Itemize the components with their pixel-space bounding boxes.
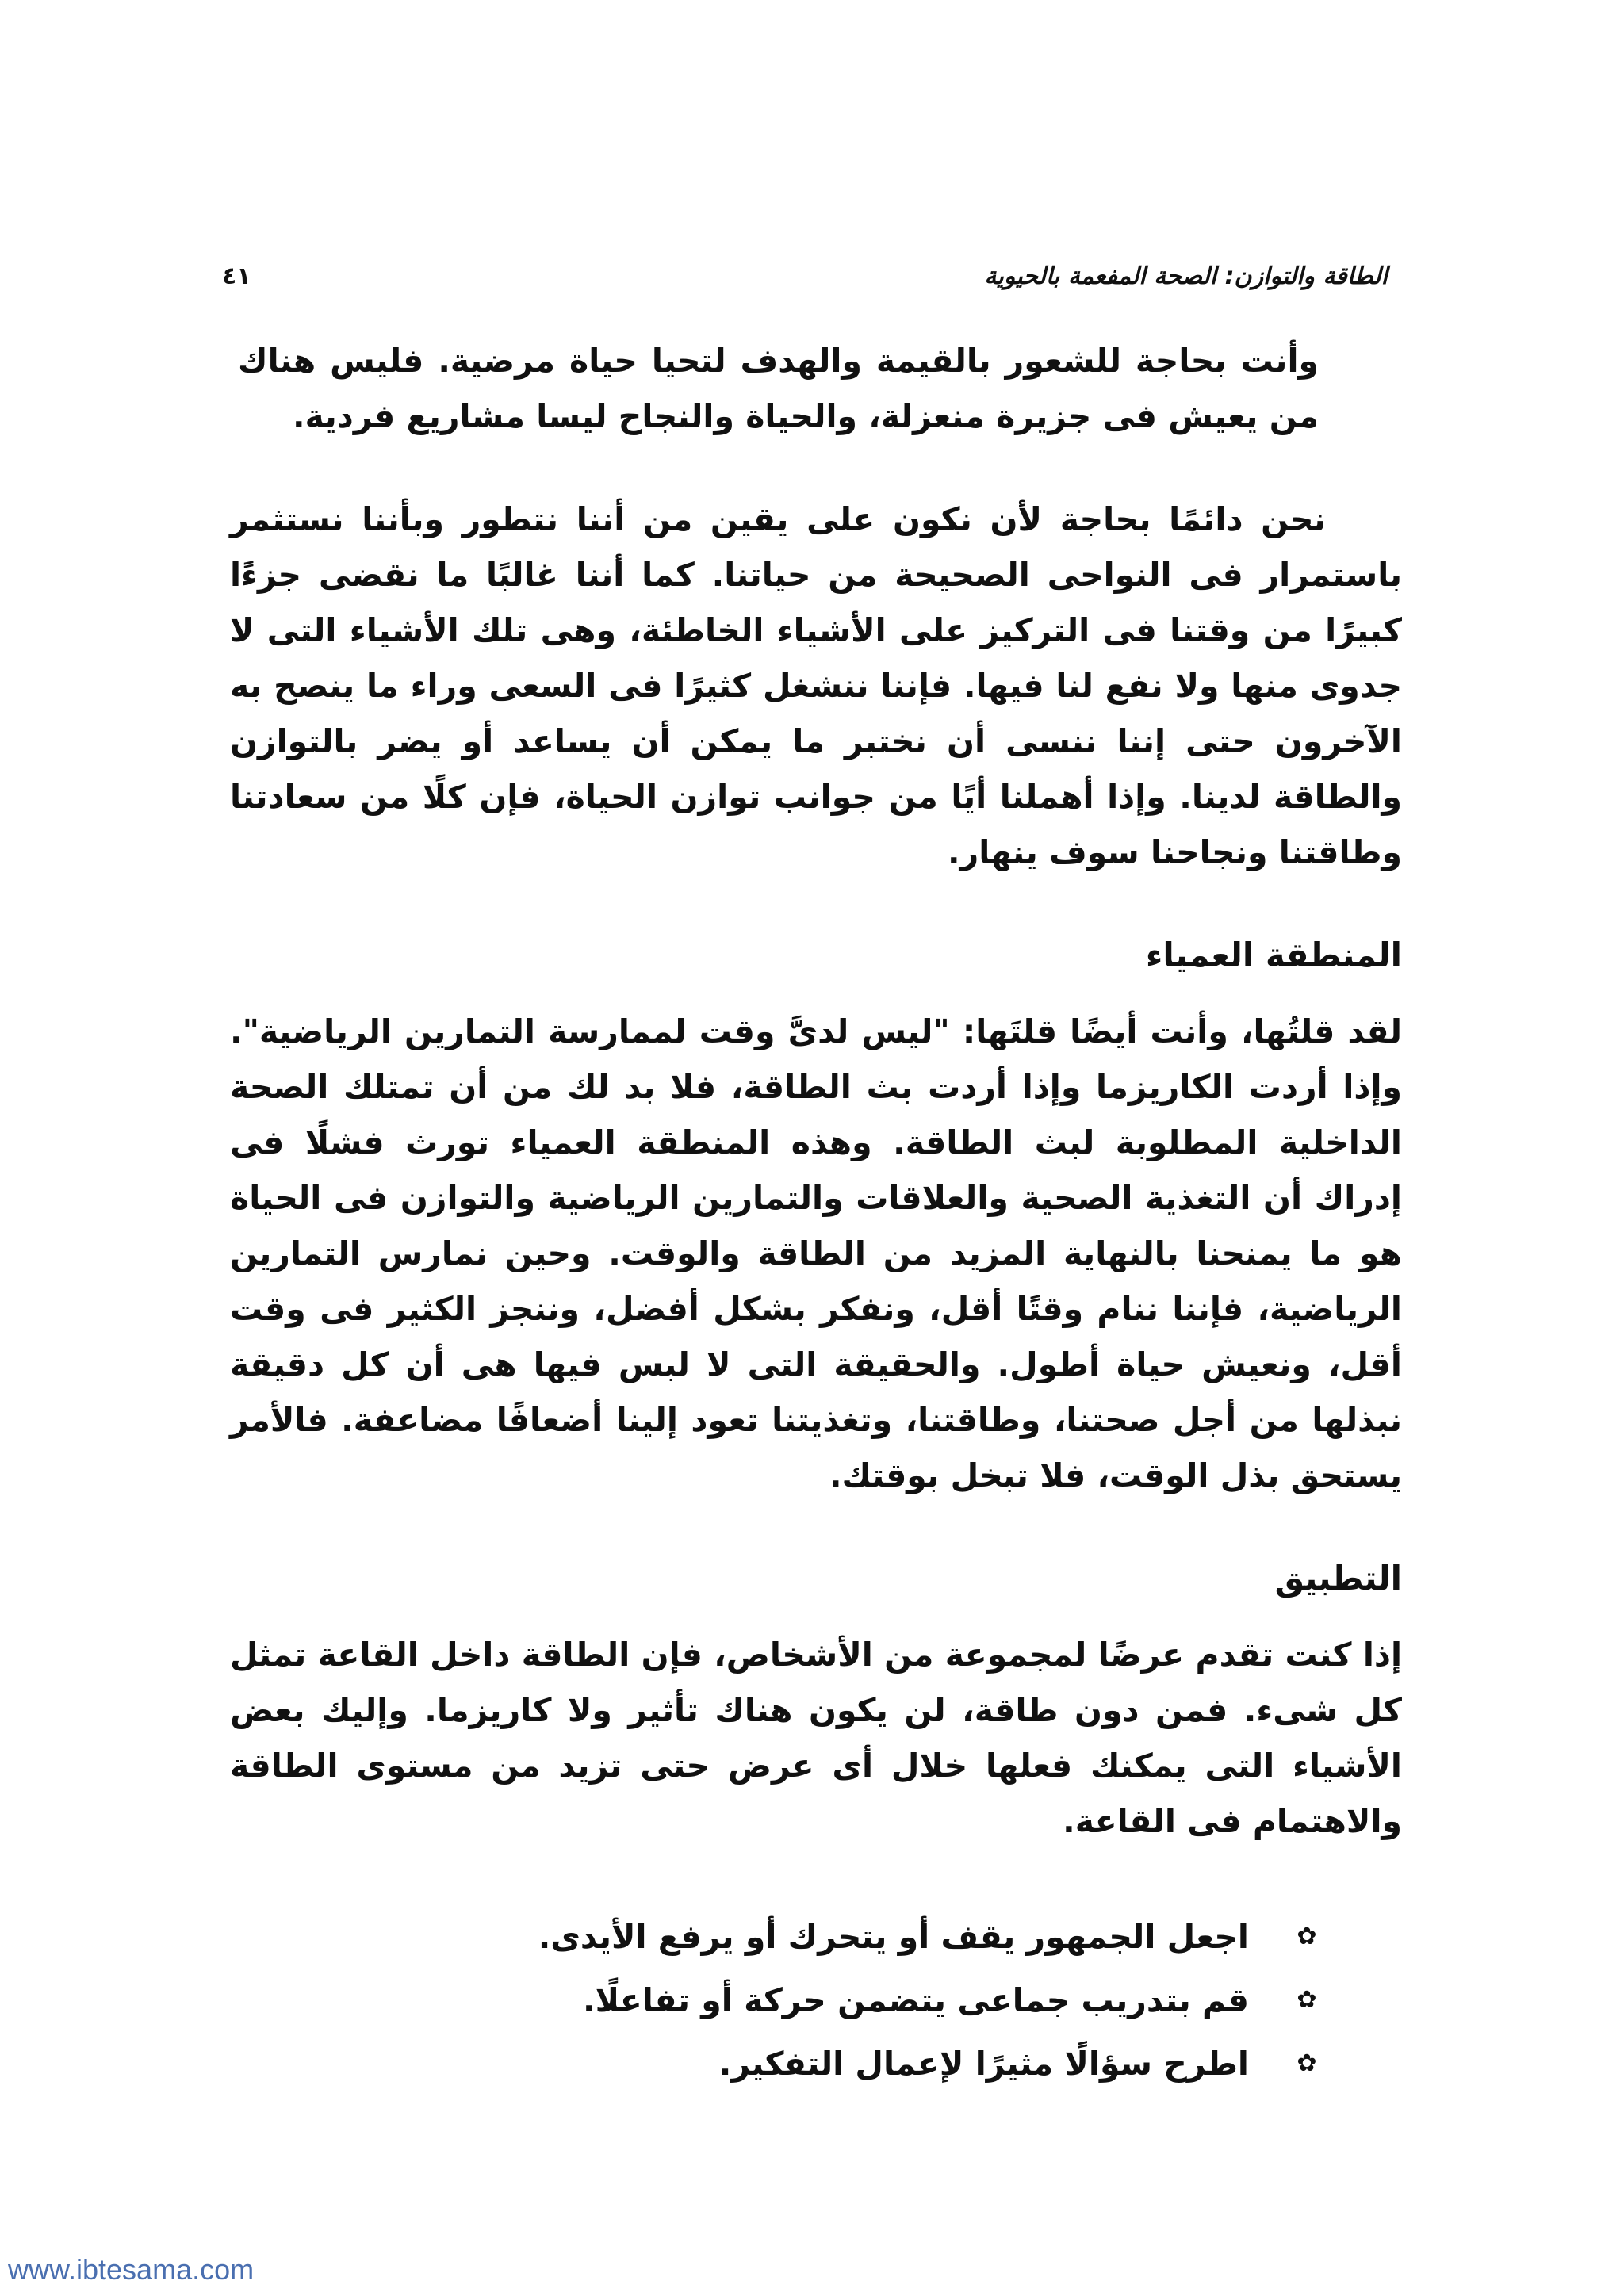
header-title: الطاقة والتوازن: الصحة المفعمة بالحيوية bbox=[984, 262, 1388, 290]
intro-paragraph-2: نحن دائمًا بحاجة لأن نكون على يقين من أننا نتطور وبأننا نستثمر باستمرار فى النواحى الصحيحة من حياتنا. كما أننا غالبًا ما نقضى جزءًا كبيرًا من وقتنا فى التركيز على الأشياء الخاطئة، وهى تلك الأشياء التى لا جدوى منها ولا نفع لنا فيها. فإننا ننشغل كثيرًا فى السعى وراء ما ينصح به الآخرون حتى إننا ننسى أن نختبر ما يمكن أن يساعد أو يضر بالتوازن والطاقة لدينا. وإذا أهملنا أيًا من جوانب توازن الحياة، فإن كلًا من سعادتنا وطاقتنا ونجاحنا سوف ينهار. bbox=[230, 500, 1402, 871]
site-watermark: www.ibtesama.com bbox=[8, 2253, 255, 2286]
list-item-text: قم بتدريب جماعى يتضمن حركة أو تفاعلًا. bbox=[583, 1981, 1249, 2019]
list-item-text: اطرح سؤالًا مثيرًا لإعمال التفكير. bbox=[718, 2045, 1249, 2083]
application-paragraph: إذا كنت تقدم عرضًا لمجموعة من الأشخاص، فإن الطاقة داخل القاعة تمثل كل شىء. فمن دون طاقة، لن يكون هناك تأثير ولا كاريزما. وإليك بعض الأشياء التى يمكنك فعلها خلال أى عرض حتى تزيد من مستوى الطاقة والاهتمام فى القاعة. bbox=[230, 1636, 1402, 1840]
section-heading-application: التطبيق bbox=[1274, 1559, 1402, 1598]
flower-bullet-icon: ✿ bbox=[1297, 1923, 1317, 1950]
list-item bbox=[230, 1908, 1319, 1965]
list-item-text: اجعل الجمهور يقف أو يتحرك أو يرفع الأيدى. bbox=[538, 1918, 1249, 1956]
flower-bullet-icon: ✿ bbox=[1297, 1986, 1317, 2014]
list-item bbox=[230, 1972, 1319, 2029]
page-number: ٤١ bbox=[222, 262, 251, 290]
tips-list bbox=[230, 1908, 1402, 2092]
page-content bbox=[230, 333, 1402, 2099]
section-heading-blind-zone: المنطقة العمياء bbox=[1145, 936, 1402, 974]
intro-paragraph-1: وأنت بحاجة للشعور بالقيمة والهدف لتحيا حياة مرضية. فليس هناك من يعيش فى جزيرة منعزلة، والحياة والنجاح ليسا مشاريع فردية. bbox=[238, 342, 1319, 435]
list-item bbox=[230, 2035, 1319, 2092]
flower-bullet-icon: ✿ bbox=[1297, 2049, 1317, 2077]
blind-zone-paragraph: لقد قلتُها، وأنت أيضًا قلتَها: "ليس لدىَّ وقت لممارسة التمارين الرياضية". وإذا أردت الكاريزما وإذا أردت بث الطاقة، فلا بد لك من أن تمتلك الصحة الداخلية المطلوبة لبث الطاقة. وهذه المنطقة العمياء تورث فشلًا فى إدراك أن التغذية الصحية والعلاقات والتمارين الرياضية والتوازن فى الحياة هو ما يمنحنا بالنهاية المزيد من الطاقة والوقت. وحين نمارس التمارين الرياضية، فإننا ننام وقتًا أقل، ونفكر بشكل أفضل، وننجز الكثير فى وقت أقل، ونعيش حياة أطول. والحقيقة التى لا لبس فيها هى أن كل دقيقة نبذلها من أجل صحتنا، وطاقتنا، وتغذيتنا تعود إلينا أضعافًا مضاعفة. فالأمر يستحق بذل الوقت، فلا تبخل بوقتك. bbox=[230, 1012, 1402, 1494]
running-header bbox=[214, 252, 1388, 300]
